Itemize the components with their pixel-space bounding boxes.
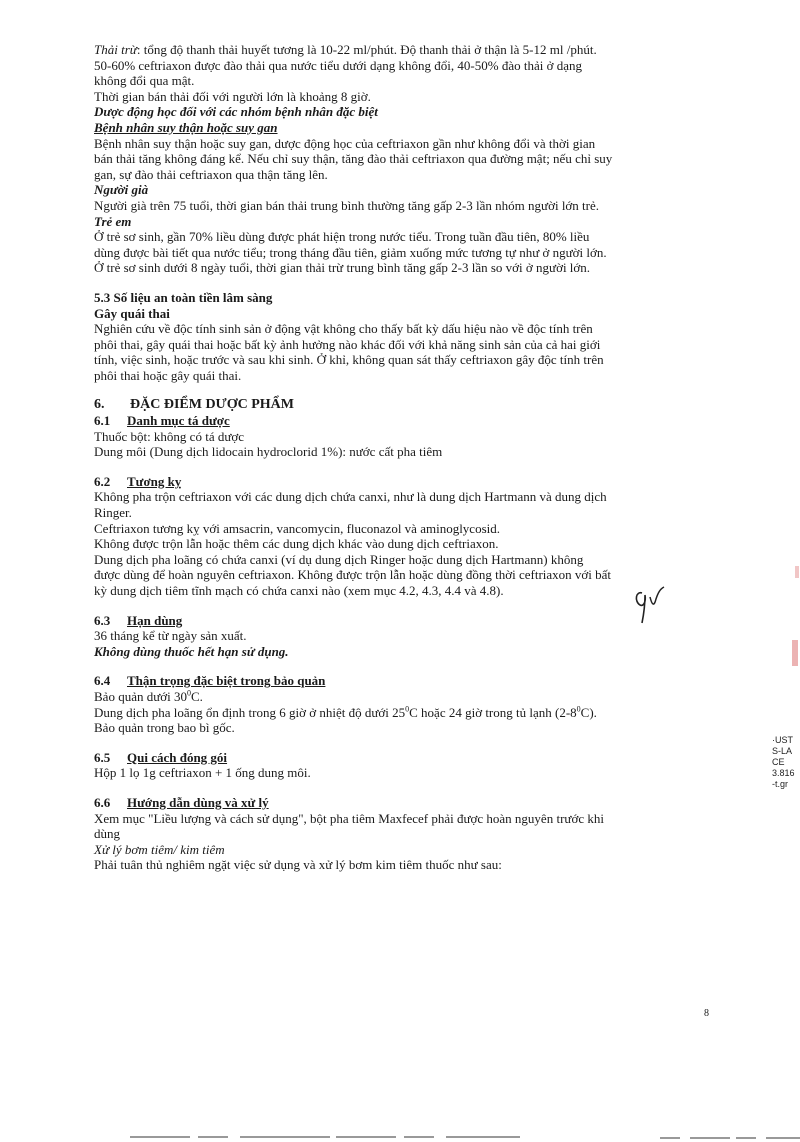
teratogenicity-line2: phôi thai, gây quái thai hoặc bất kỳ ảnh hưởng nào khác đối với khả năng sinh sản của cả hai giới	[94, 336, 601, 352]
section-6-2-heading	[94, 474, 720, 490]
section-6-heading	[94, 397, 720, 413]
stamp-fragment	[795, 566, 799, 578]
section-6-4-title: Thận trọng đặc biệt trong bảo quản	[127, 673, 326, 689]
section-6-3-title: Hạn dùng	[127, 612, 183, 628]
syringe-disposal-heading: Xử lý bơm tiêm/ kim tiêm	[94, 841, 225, 857]
section-6-5-heading	[94, 750, 720, 766]
section-6-1-heading	[94, 413, 720, 429]
stamp-line: 3.816	[772, 768, 795, 778]
degree-sup: 0	[405, 704, 410, 714]
special-groups-heading: Dược động học đối với các nhóm bệnh nhân đặc biệt	[94, 104, 378, 120]
teratogenicity-line4: phôi thai hoặc gây quái thai.	[94, 367, 242, 383]
children-line3: Ở trẻ sơ sinh dưới 8 ngày tuổi, thời gian thải trừ trung bình tăng gấp 2-3 lần so với ở người lớn.	[94, 260, 591, 276]
elderly-heading: Người già	[94, 182, 149, 198]
elimination-line2: 50-60% ceftriaxon được đào thải qua nước tiểu dưới dạng không đổi, 40-50% đào thải ở dạng	[94, 57, 582, 73]
teratogenicity-line3: tính, việc sinh, hoặc trước và sau khi sinh. Ở khỉ, không quan sát thấy ceftriaxon gây độc tính trên	[94, 352, 604, 368]
section-6-6-title: Hướng dẫn dùng và xử lý	[127, 794, 269, 810]
shelf-life-line: 36 tháng kể từ ngày sản xuất.	[94, 628, 247, 644]
handling-line3: Phải tuân thủ nghiêm ngặt việc sử dụng và xử lý bơm kim tiêm thuốc như sau:	[94, 857, 502, 873]
renal-line1: Bệnh nhân suy thận hoặc suy gan, dược động học của ceftriaxon gần như không đổi và thời gian	[94, 135, 596, 151]
incompat-line5: Dung dịch pha loãng có chứa canxi (ví dụ dung dịch Ringer hoặc dung dịch Hartmann) không	[94, 551, 584, 567]
storage-line1-text: Bảo quản dưới 30	[94, 688, 187, 704]
storage-line2-text-b: C hoặc 24 giờ trong tủ lạnh (2-8	[409, 704, 577, 720]
storage-line1	[94, 689, 720, 705]
incompat-line1: Không pha trộn ceftriaxon với các dung dịch chứa canxi, như là dung dịch Hartmann và dung dịch	[94, 489, 607, 505]
section-6-3-number: 6.3	[94, 612, 111, 628]
incompat-line4: Không được trộn lẫn hoặc thêm các dung dịch khác vào dung dịch ceftriaxon.	[94, 536, 499, 552]
excipients-solvent: Dung môi (Dung dịch lidocain hydroclorid 1%): nước cất pha tiêm	[94, 444, 443, 460]
elderly-line1: Người già trên 75 tuổi, thời gian bán thải trung bình thường tăng gấp 2-3 lần nhóm người lớn trẻ.	[94, 197, 600, 213]
margin-stamp	[772, 735, 800, 790]
storage-line3: Bảo quản trong bao bì gốc.	[94, 720, 235, 736]
packaging-line: Hộp 1 lọ 1g ceftriaxon + 1 ống dung môi.	[94, 765, 311, 781]
section-6-6-heading	[94, 795, 720, 811]
scan-edge	[0, 1134, 800, 1142]
stamp-fragment	[792, 640, 798, 666]
renal-hepatic-heading: Bệnh nhân suy thận hoặc suy gan	[94, 119, 278, 135]
section-6-2-number: 6.2	[94, 473, 111, 489]
stamp-line: ·UST	[772, 735, 793, 745]
excipients-powder: Thuốc bột: không có tá dược	[94, 428, 245, 444]
handling-line2: dùng	[94, 826, 120, 842]
storage-line1-unit: C.	[191, 688, 203, 704]
section-5-3-heading: 5.3 Số liệu an toàn tiền lâm sàng	[94, 289, 273, 305]
degree-sup: 0	[576, 704, 581, 714]
storage-line2-text-c: C).	[580, 704, 597, 720]
stamp-line: CE	[772, 757, 785, 767]
section-6-4-number: 6.4	[94, 673, 111, 689]
section-6-1-title: Danh mục tá dược	[127, 413, 230, 429]
expiry-warning: Không dùng thuốc hết hạn sử dụng.	[94, 643, 289, 659]
children-line2: dùng được bài tiết qua nước tiểu; trong tháng đầu tiên, giảm xuống mức tương tự như ở người lớn.	[94, 244, 607, 260]
incompat-line6: được dùng để hoàn nguyên ceftriaxon. Không được trộn lẫn hoặc dùng đồng thời ceftriaxon với bất	[94, 567, 612, 583]
section-6-number: 6.	[94, 397, 105, 413]
section-6-5-title: Qui cách đóng gói	[127, 749, 228, 765]
section-6-4-heading	[94, 673, 720, 689]
document-page	[94, 42, 720, 873]
section-6-3-heading	[94, 613, 720, 629]
storage-line2	[94, 705, 720, 721]
elimination-text: : tổng độ thanh thải huyết tương là 10-22 ml/phút. Độ thanh thải ở thận là 5-12 ml /phút.	[136, 42, 597, 57]
section-6-1-number: 6.1	[94, 413, 111, 429]
renal-line3: gan, sự đào thải ceftriaxon qua thận tăng lên.	[94, 166, 328, 182]
storage-line2-text-a: Dung dịch pha loãng ổn định trong 6 giờ ở nhiệt độ dưới 25	[94, 704, 406, 720]
children-line1: Ở trẻ sơ sinh, gần 70% liều dùng được phát hiện trong nước tiểu. Trong tuần đầu tiên, 80% liều	[94, 229, 590, 245]
section-6-2-title: Tương kỵ	[127, 473, 182, 489]
elimination-label: Thải trừ	[94, 42, 137, 57]
handwritten-initials	[630, 583, 680, 627]
page-number: 8	[704, 1008, 709, 1019]
half-life-line: Thời gian bán thải đối với người lớn là khoảng 8 giờ.	[94, 88, 371, 104]
incompat-line3: Ceftriaxon tương kỵ với amsacrin, vancomycin, fluconazol và aminoglycosid.	[94, 520, 500, 536]
degree-sup: 0	[187, 688, 191, 698]
children-heading: Trẻ em	[94, 213, 132, 229]
teratogenicity-heading: Gây quái thai	[94, 305, 170, 321]
section-6-title: ĐẶC ĐIỂM DƯỢC PHẨM	[130, 397, 294, 413]
stamp-line: S-LA	[772, 746, 793, 756]
handling-line1: Xem mục "Liều lượng và cách sử dụng", bột pha tiêm Maxfecef phải được hoàn nguyên trước khi	[94, 810, 604, 826]
elimination-line3: không đổi qua mật.	[94, 73, 195, 89]
incompat-line2: Ringer.	[94, 505, 132, 521]
section-6-6-number: 6.6	[94, 794, 111, 810]
incompat-line7: kỳ dung dịch tiêm tĩnh mạch có chứa canxi nào (xem mục 4.2, 4.3, 4.4 và 4.8).	[94, 583, 504, 598]
elimination-para-line1	[94, 42, 720, 58]
renal-line2: bán thải tăng không đáng kể. Nếu chỉ suy thận, tăng đào thải ceftriaxon qua đường mật; nếu chỉ suy	[94, 151, 613, 167]
section-6-5-number: 6.5	[94, 749, 111, 765]
stamp-line: -t.gr	[772, 779, 789, 789]
teratogenicity-line1: Nghiên cứu về độc tính sinh sản ở động vật không cho thấy bất kỳ dấu hiệu nào về độc tính trên	[94, 321, 593, 337]
